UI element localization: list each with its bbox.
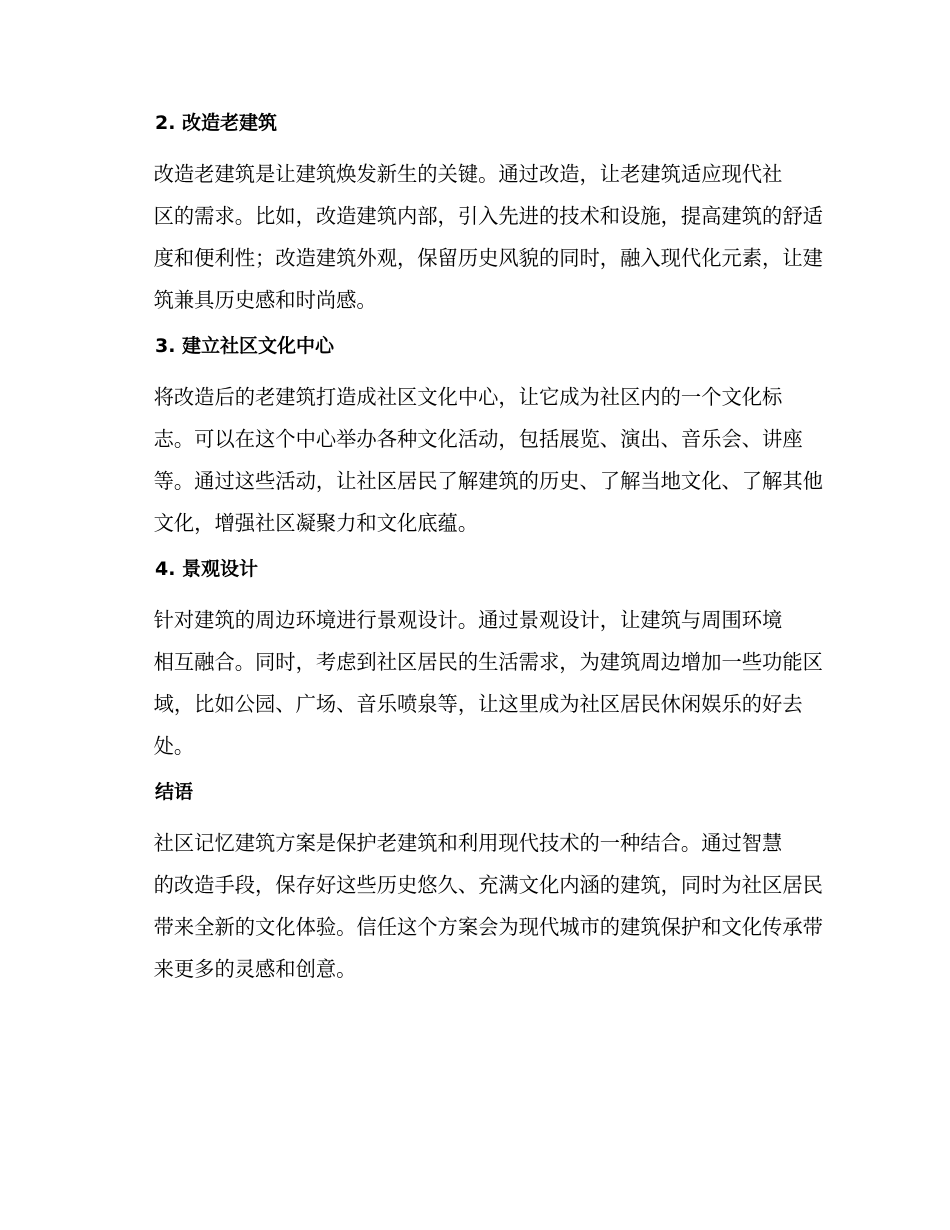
paragraph-line: 改造老建筑是让建筑焕发新生的关键。通过改造，让老建筑适应现代社 [153, 162, 783, 186]
paragraph-line: 将改造后的老建筑打造成社区文化中心，让它成为社区内的一个文化标 [153, 385, 783, 409]
section-heading: 结语 [155, 781, 194, 803]
section-paragraph [113, 822, 831, 990]
paragraph-line: 来更多的灵感和创意。 [153, 957, 357, 981]
paragraph-line: 等。通过这些活动，让社区居民了解建筑的历史、了解当地文化、了解其他 [153, 469, 823, 493]
section-heading: 4. 景观设计 [155, 558, 259, 580]
section-paragraph [113, 599, 831, 767]
paragraph-line: 社区记忆建筑方案是保护老建筑和利用现代技术的一种结合。通过智慧 [153, 831, 783, 855]
section-renovate-old-buildings [113, 108, 831, 321]
paragraph-line: 筑兼具历史感和时尚感。 [153, 288, 377, 312]
paragraph-line: 度和便利性；改造建筑外观，保留历史风貌的同时，融入现代化元素，让建 [153, 246, 823, 270]
paragraph-line: 的改造手段，保存好这些历史悠久、充满文化内涵的建筑，同时为社区居民 [153, 873, 823, 897]
section-community-culture-center [113, 331, 831, 544]
section-conclusion [113, 777, 831, 990]
paragraph-line: 志。可以在这个中心举办各种文化活动，包括展览、演出、音乐会、讲座 [153, 427, 803, 451]
paragraph-line: 针对建筑的周边环境进行景观设计。通过景观设计，让建筑与周围环境 [153, 608, 783, 632]
paragraph-line: 相互融合。同时，考虑到社区居民的生活需求，为建筑周边增加一些功能区 [153, 650, 823, 674]
section-paragraph [113, 376, 831, 544]
section-paragraph [113, 153, 831, 321]
document-body [113, 108, 831, 1000]
section-landscape-design [113, 554, 831, 767]
section-heading: 3. 建立社区文化中心 [155, 335, 335, 357]
paragraph-line: 域，比如公园、广场、音乐喷泉等，让这里成为社区居民休闲娱乐的好去 [153, 692, 803, 716]
paragraph-line: 文化，增强社区凝聚力和文化底蕴。 [153, 511, 479, 535]
paragraph-line: 处。 [153, 734, 195, 758]
section-heading: 2. 改造老建筑 [155, 112, 278, 134]
paragraph-line: 带来全新的文化体验。信任这个方案会为现代城市的建筑保护和文化传承带 [153, 915, 823, 939]
paragraph-line: 区的需求。比如，改造建筑内部，引入先进的技术和设施，提高建筑的舒适 [153, 204, 823, 228]
